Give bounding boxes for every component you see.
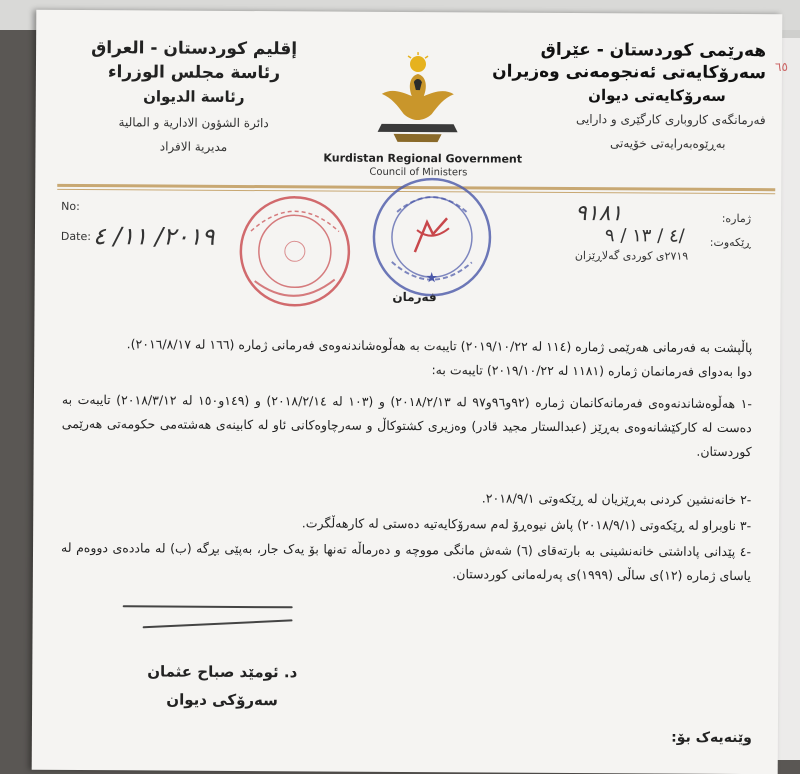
list-item-4: [61, 536, 751, 588]
body-paragraph-1: پاڵپشت بە فەرمانی هەرێمی ژمارە (١١٤ لە ٢٠١٩/١٠/٢٢) تایبەت بە هەڵوەشاندنەوەی فەرمانی ژمارە (١٦٦ لە ٢٠١٦/٨/١٧).: [127, 332, 753, 360]
header-arabic: [73, 36, 314, 159]
header-kurdish-diwan: سەرۆکایەتی دیوان: [496, 83, 766, 109]
header-kurdish: [495, 39, 766, 157]
list-item-2-text: خانەنشین کردنی بەڕێزیان لە ڕێکەوتی ٢٠١٨/٩/١.: [482, 490, 736, 507]
blue-seal-stamp-icon: [367, 172, 498, 303]
header-arabic-directorate: مديرية الافراد: [73, 134, 313, 159]
list-item-3-text: ناوبراو لە ڕێکەوتی (٢٠١٨/٩/١) پاش نیوەڕۆ لەم سەرۆکایەتیە دەستی لە کارهەڵگرت.: [302, 515, 736, 533]
ref-calendar: ٢٧١٩ی کوردی گەلاڕێزان: [575, 249, 688, 263]
signature-stroke-2: [143, 619, 293, 628]
header-arabic-diwan: رئاسة الديوان: [74, 84, 314, 109]
second-sheet-mark: ٦٥: [775, 60, 788, 74]
number-label: ژمارە:: [722, 212, 751, 225]
list-item-3-number: -٣: [740, 518, 751, 533]
header-kurdish-region: هەرێمی کوردستان - عێراق: [496, 39, 766, 63]
header-kurdish-council: سەرۆکایەتی ئەنجومەنی وەزیران: [496, 61, 766, 85]
header-kurdish-directorate: بەڕێوەبەرایەتی خۆیەتی: [495, 131, 765, 157]
list-item-2-number: -٢: [740, 492, 751, 507]
signatory-title: سەرۆکی دیوان: [122, 690, 322, 709]
document-title: فەرمان: [375, 290, 455, 304]
list-item-4-number: -٤: [740, 544, 751, 559]
svg-text:★: ★: [425, 270, 438, 286]
emblem-org-en: Kurdistan Regional Government: [323, 151, 513, 165]
date-label: Date:: [61, 230, 91, 243]
header-kurdish-department: فەرمانگەی کاروباری کارگێری و دارایی: [496, 107, 766, 133]
ref-label: ڕێکەوت:: [710, 236, 751, 249]
copy-to-label: وێنەیەک بۆ:: [592, 729, 752, 746]
emblem-council-en: Council of Ministers: [323, 166, 513, 178]
list-item-1-number: -١: [741, 396, 752, 411]
header-arabic-department: دائرة الشؤون الادارية و المالية: [74, 110, 314, 135]
ref-value: ٤ / ١٣ / ٩/: [605, 225, 685, 246]
list-item-2: [61, 484, 751, 512]
signature-stroke: [123, 605, 293, 608]
header-arabic-council: رئاسة مجلس الوزراء: [74, 60, 314, 85]
no-label: No:: [61, 200, 80, 213]
red-seal-stamp-icon: [234, 191, 355, 312]
list-item-3: [61, 510, 751, 538]
list-item-1-text: هەڵوەشاندنەوەی فەرمانەکانمان ژمارە (٩٢و٩٦و٩٧ لە ٢٠١٨/٢/١٣) و (١٠٣ لە ٢٠١٨/٢/١٤) و (١٤٩و١٥٠ لە ٢٠١٨/٣/١٢) تایبەت بە دەست لە کارکێشانەوەی بەڕێز (عبدالستار مجید قادر) وەزیری کشتوکاڵ و سەرچاوەکانی ئاو لە کابینەی هەشتەمی حکومەتی هەرێمی کوردستان.: [62, 392, 752, 459]
date-value: ٢٠١٩/ ١١/ ٤: [93, 222, 215, 251]
document-page: [32, 10, 783, 774]
list-item-1: [62, 388, 752, 464]
krg-emblem-icon: [357, 52, 478, 153]
header-arabic-region: إقليم كوردستان - العراق: [74, 36, 314, 61]
body-paragraph-2: دوا بەدوای فەرمانمان ژمارە (١١٨١ لە ٢٠١٩/١٠/٢٢) تایبەت بە:: [431, 358, 752, 384]
signatory-name: د. ئومێد صباح عثمان: [122, 662, 322, 681]
list-item-4-text: پێدانی پاداشتی خانەنشینی بە بارتەقای (٦) شەش مانگی مووچە و دەرماڵە تەنها بۆ یەک جار، بەپێی بڕگە (ب) لە ماددەی دووەم لە یاسای ژمارە (١٢)ی ساڵی (١٩٩٩)ی پەرلەمانی کوردستان.: [61, 540, 751, 583]
number-value: ٩١٨١: [575, 201, 622, 226]
